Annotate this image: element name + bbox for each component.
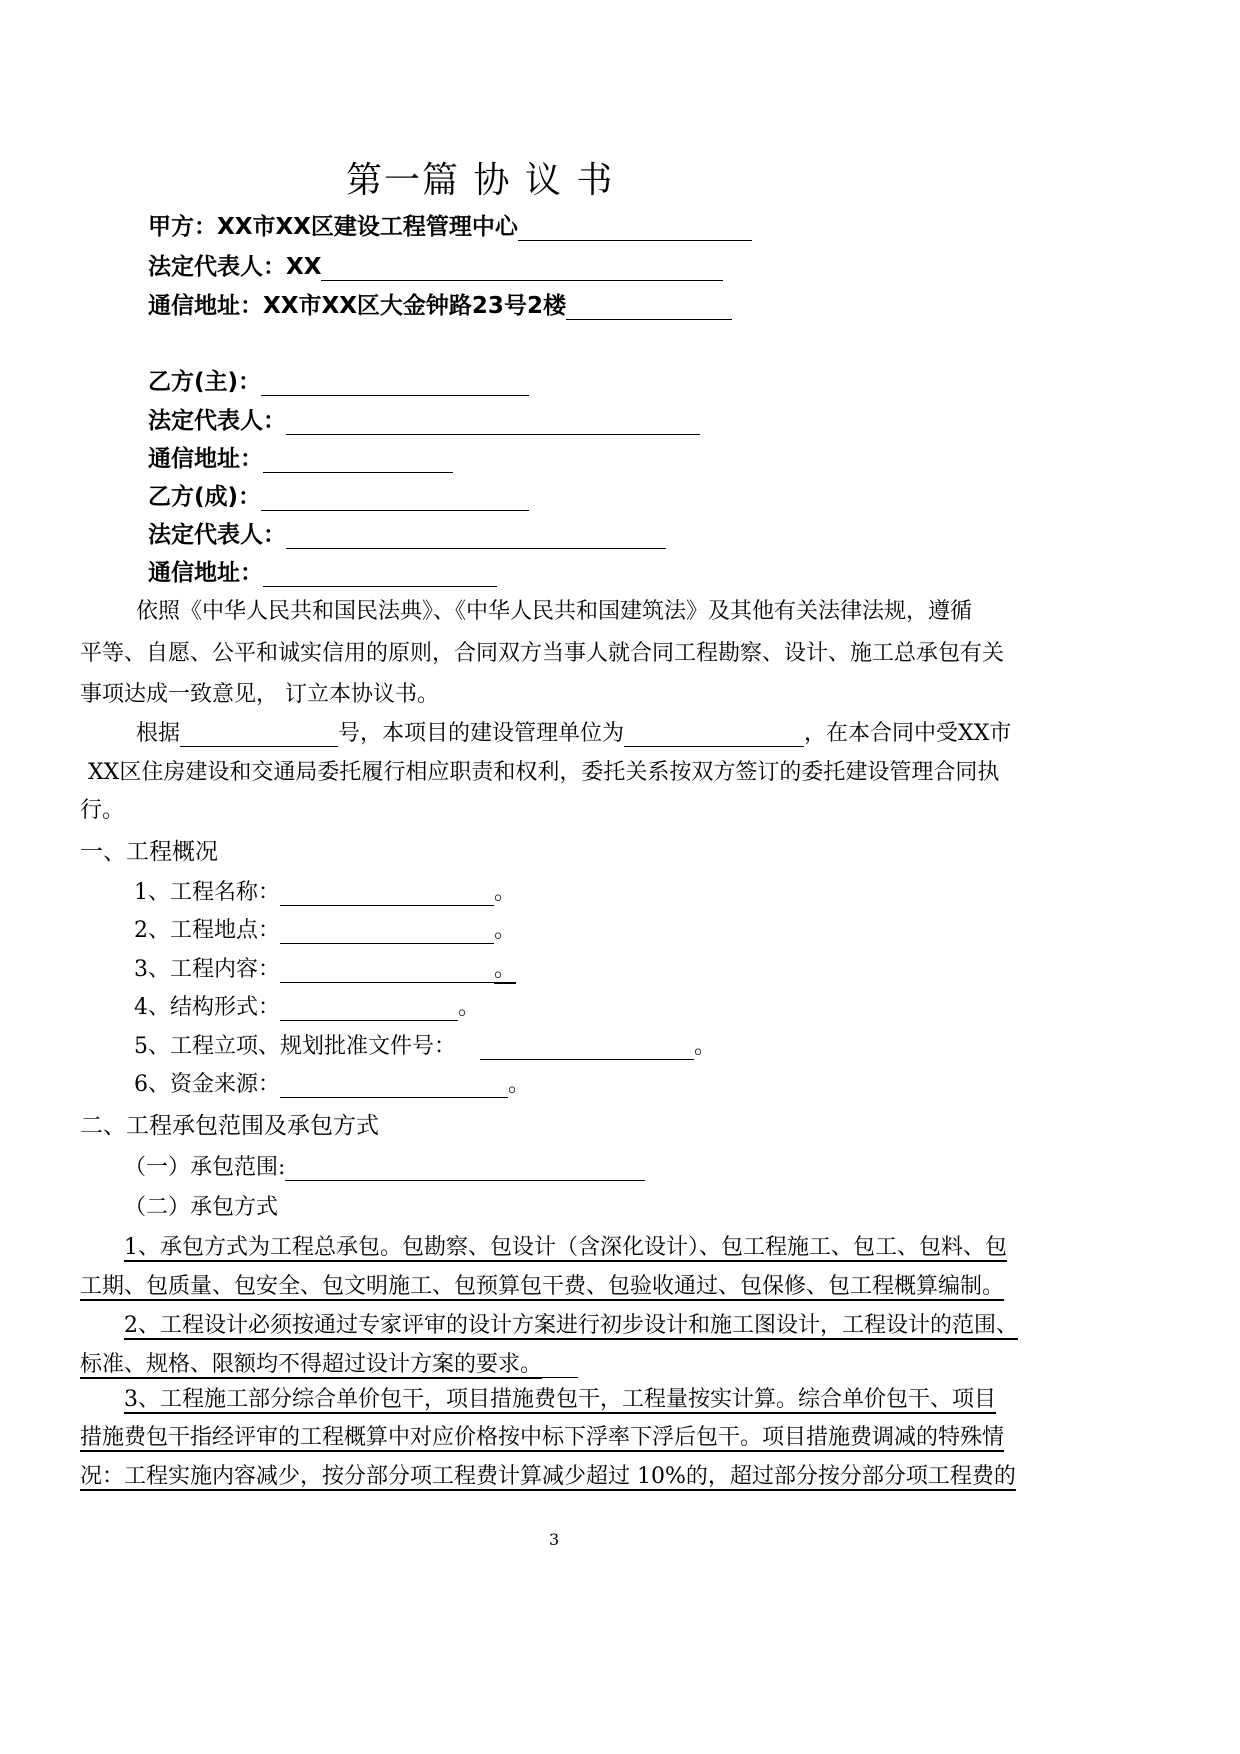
party-a-name: 甲方：XX市XX区建设工程管理中心 [148,208,752,241]
party-a-representative: 法定代表人：XX [148,248,723,281]
basis-line-2: XX区住房建设和交通局委托履行相应职责和权利，委托关系按双方签订的委托建设管理合同执 [88,760,1000,785]
intro-line-3: 事项达成一致意见， 订立本协议书。 [80,682,439,707]
blank-line [285,1158,645,1181]
party-b-member-name: 乙方(成)： [148,478,529,511]
method-para-1-line-2: 工期、包质量、包安全、包文明施工、包预算包干费、包验收通过、包保修、包工程概算编制。 [80,1274,1005,1299]
party-b-main-name: 乙方(主)： [148,363,529,396]
method-para-3-line-3: 况：工程实施内容减少，按分部分项工程费计算减少超过 10%的，超过部分按分部分项工程费的 [80,1464,1016,1489]
blank-line [280,883,494,906]
method-para-1-line-1: 1、承包方式为工程总承包。包勘察、包设计（含深化设计）、包工程施工、包工、包料、包 [124,1235,1008,1260]
intro-line-1: 依照《中华人民共和国民法典》、《中华人民共和国建筑法》及其他有关法律法规，遵循 [136,599,973,624]
blank-line [518,218,752,241]
method-para-3-line-2: 措施费包干指经评审的工程概算中对应价格按中标下浮率下浮后包干。项目措施费调减的特殊情 [80,1425,1005,1450]
method-para-2-line-1: 2、工程设计必须按通过专家评审的设计方案进行初步设计和施工图设计，工程设计的范围、 [124,1313,1019,1338]
blank-line [280,998,458,1021]
blank-line [321,258,723,281]
overview-item-content: 3、工程内容： 。 [134,957,517,982]
blank-line [261,373,529,396]
party-b-main-address: 通信地址： [148,440,453,473]
blank-line [280,960,494,983]
blank-line [286,526,666,549]
blank-line [180,724,338,747]
blank-line [263,450,453,473]
intro-line-2: 平等、自愿、公平和诚实信用的原则，合同双方当事人就合同工程勘察、设计、施工总承包有关 [80,641,1005,666]
method-para-2-line-2: 标准、规格、限额均不得超过设计方案的要求。 [80,1347,578,1378]
overview-item-structure: 4、结构形式： 。 [134,995,481,1020]
overview-item-approval: 5、工程立项、规划批准文件号： 。 [134,1034,717,1059]
party-a-address: 通信地址：XX市XX区大金钟路23号2楼 [148,287,732,320]
blank-line [280,921,494,944]
method-para-3-line-1: 3、工程施工部分综合单价包干，项目措施费包干，工程量按实计算。综合单价包干、项目 [124,1387,997,1412]
overview-item-name: 1、工程名称： 。 [134,880,517,905]
contract-scope: （一）承包范围: [124,1150,645,1181]
blank-line [286,412,700,435]
party-b-member-address: 通信地址： [148,554,497,587]
basis-line-1: 根据 号，本项目的建设管理单位为 ，在本合同中受XX市 [136,721,1012,746]
blank-line [480,1037,694,1060]
page-number: 3 [549,1530,560,1549]
blank-line [624,724,804,747]
overview-item-location: 2、工程地点： 。 [134,918,517,943]
blank-line [261,488,529,511]
blank-line [542,1355,578,1378]
blank-line [280,1075,508,1098]
contract-method-label: （二）承包方式 [124,1195,279,1220]
overview-item-funding: 6、资金来源： 。 [134,1072,531,1097]
party-b-member-representative: 法定代表人： [148,516,666,549]
party-b-main-representative: 法定代表人： [148,402,700,435]
section-1-heading: 一、工程概况 [80,839,218,865]
blank-line [566,297,732,320]
section-2-heading: 二、工程承包范围及承包方式 [80,1113,379,1139]
blank-line [263,564,497,587]
page-title: 第一篇 协 议 书 [346,160,615,201]
basis-line-3: 行。 [80,798,125,823]
